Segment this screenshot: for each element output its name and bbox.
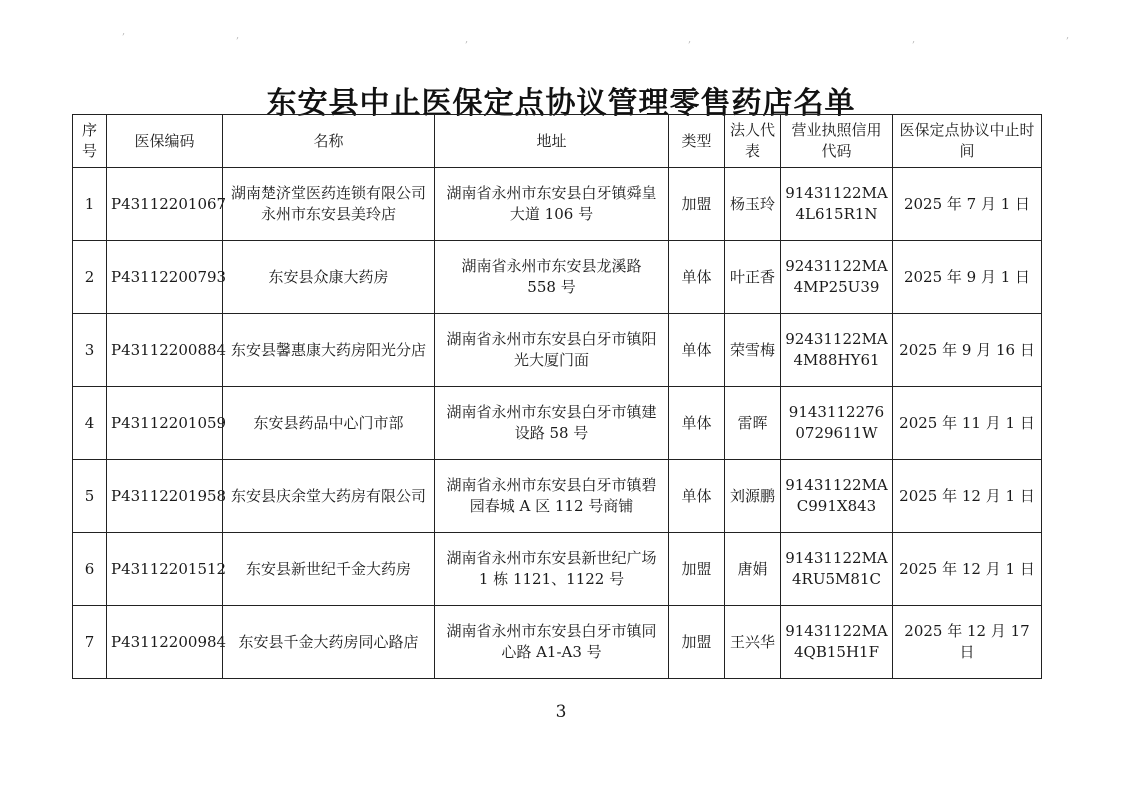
cell-type: 单体 [669, 387, 725, 460]
cell-legal-rep: 叶正香 [725, 241, 781, 314]
cell-name: 东安县新世纪千金大药房 [223, 533, 435, 606]
scan-speck: , [688, 34, 692, 45]
header-address: 地址 [435, 115, 669, 168]
table-header-row [73, 115, 1042, 168]
cell-address: 湖南省永州市东安县白牙市镇碧园春城 A 区 112 号商铺 [435, 460, 669, 533]
cell-license: 91431122MA4QB15H1F [781, 606, 893, 679]
table-row [73, 241, 1042, 314]
cell-name: 湖南楚济堂医药连锁有限公司永州市东安县美玲店 [223, 168, 435, 241]
cell-code: P43112201059 [107, 387, 223, 460]
header-seq: 序号 [73, 115, 107, 168]
cell-code: P43112200984 [107, 606, 223, 679]
header-license: 营业执照信用代码 [781, 115, 893, 168]
cell-name: 东安县馨惠康大药房阳光分店 [223, 314, 435, 387]
cell-license: 91431122760729611W [781, 387, 893, 460]
page-number: 3 [555, 702, 567, 722]
cell-seq: 7 [73, 606, 107, 679]
page-title: 东安县中止医保定点协议管理零售药店名单 [266, 86, 856, 121]
scan-speck: , [236, 30, 240, 41]
cell-seq: 6 [73, 533, 107, 606]
cell-suspend-date: 2025 年 12 月 1 日 [893, 533, 1042, 606]
cell-code: P43112201958 [107, 460, 223, 533]
cell-type: 加盟 [669, 533, 725, 606]
scan-speck: , [912, 34, 916, 45]
table-row [73, 168, 1042, 241]
table-row [73, 533, 1042, 606]
cell-license: 91431122MAC991X843 [781, 460, 893, 533]
cell-type: 加盟 [669, 168, 725, 241]
cell-suspend-date: 2025 年 9 月 16 日 [893, 314, 1042, 387]
cell-address: 湖南省永州市东安县白牙市镇建设路 58 号 [435, 387, 669, 460]
cell-suspend-date: 2025 年 7 月 1 日 [893, 168, 1042, 241]
table-row [73, 314, 1042, 387]
pharmacy-table [72, 114, 1042, 679]
cell-address: 湖南省永州市东安县白牙市镇阳光大厦门面 [435, 314, 669, 387]
cell-suspend-date: 2025 年 11 月 1 日 [893, 387, 1042, 460]
scan-speck: , [465, 34, 469, 45]
table-row [73, 606, 1042, 679]
header-type: 类型 [669, 115, 725, 168]
cell-license: 91431122MA4RU5M81C [781, 533, 893, 606]
cell-address: 湖南省永州市东安县新世纪广场 1 栋 1121、1122 号 [435, 533, 669, 606]
scan-speck: , [1066, 30, 1070, 41]
cell-legal-rep: 荣雪梅 [725, 314, 781, 387]
cell-address: 湖南省永州市东安县龙溪路 558 号 [435, 241, 669, 314]
cell-suspend-date: 2025 年 12 月 1 日 [893, 460, 1042, 533]
cell-seq: 5 [73, 460, 107, 533]
cell-legal-rep: 唐娟 [725, 533, 781, 606]
cell-legal-rep: 王兴华 [725, 606, 781, 679]
cell-legal-rep: 杨玉玲 [725, 168, 781, 241]
cell-license: 92431122MA4MP25U39 [781, 241, 893, 314]
cell-address: 湖南省永州市东安县白牙镇舜皇大道 106 号 [435, 168, 669, 241]
table-row [73, 387, 1042, 460]
cell-name: 东安县庆余堂大药房有限公司 [223, 460, 435, 533]
scan-speck: , [122, 26, 126, 37]
cell-code: P43112200793 [107, 241, 223, 314]
cell-suspend-date: 2025 年 12 月 17 日 [893, 606, 1042, 679]
cell-type: 单体 [669, 314, 725, 387]
cell-legal-rep: 刘源鹏 [725, 460, 781, 533]
cell-license: 92431122MA4M88HY61 [781, 314, 893, 387]
cell-name: 东安县众康大药房 [223, 241, 435, 314]
cell-code: P43112201067 [107, 168, 223, 241]
cell-seq: 1 [73, 168, 107, 241]
cell-legal-rep: 雷晖 [725, 387, 781, 460]
cell-code: P43112200884 [107, 314, 223, 387]
cell-suspend-date: 2025 年 9 月 1 日 [893, 241, 1042, 314]
header-code: 医保编码 [107, 115, 223, 168]
cell-code: P43112201512 [107, 533, 223, 606]
cell-seq: 3 [73, 314, 107, 387]
cell-seq: 4 [73, 387, 107, 460]
cell-name: 东安县千金大药房同心路店 [223, 606, 435, 679]
header-name: 名称 [223, 115, 435, 168]
header-suspend-date: 医保定点协议中止时间 [893, 115, 1042, 168]
cell-name: 东安县药品中心门市部 [223, 387, 435, 460]
header-legal-rep: 法人代表 [725, 115, 781, 168]
table-row [73, 460, 1042, 533]
cell-seq: 2 [73, 241, 107, 314]
cell-type: 单体 [669, 241, 725, 314]
cell-address: 湖南省永州市东安县白牙市镇同心路 A1-A3 号 [435, 606, 669, 679]
cell-type: 单体 [669, 460, 725, 533]
cell-license: 91431122MA4L615R1N [781, 168, 893, 241]
cell-type: 加盟 [669, 606, 725, 679]
